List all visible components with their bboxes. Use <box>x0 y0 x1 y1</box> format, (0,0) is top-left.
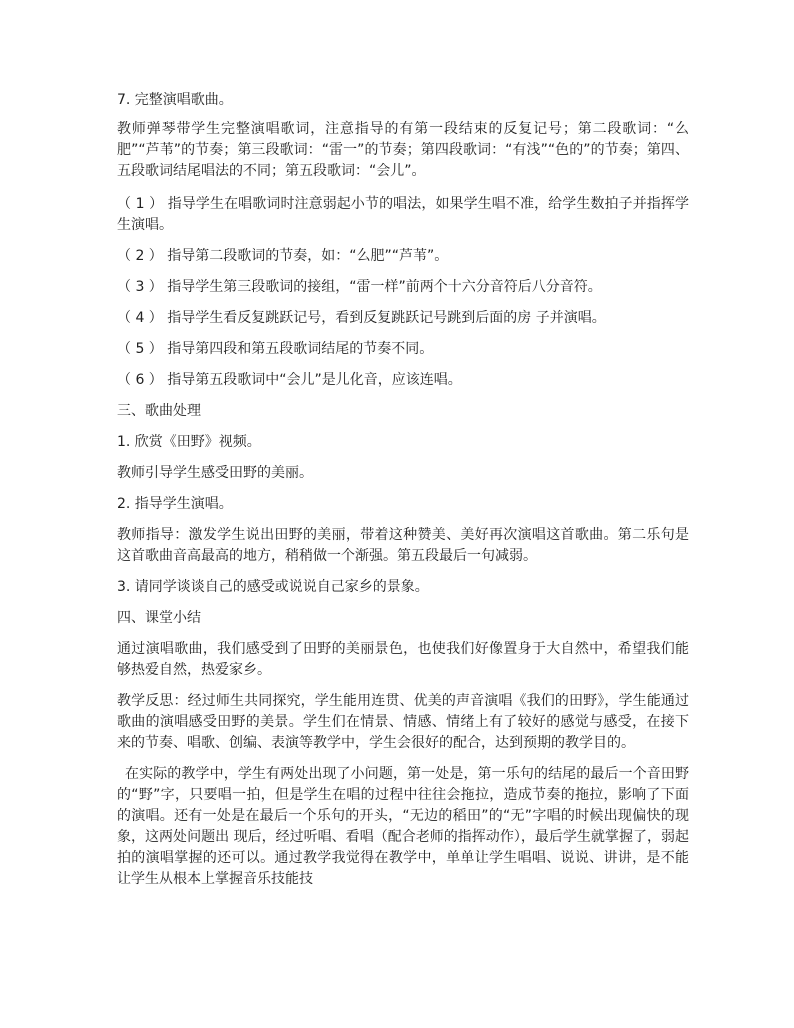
step-1-heading: 1. 欣赏《田野》视频。 <box>117 434 261 450</box>
list-item-1: （ 1 ） 指导学生在唱歌词时注意弱起小节的唱法，如果学生唱不准，给学生数拍子并指挥学生演唱。 <box>117 196 689 233</box>
step-3-heading: 3. 请同学谈谈自己的感受或说说自己家乡的景象。 <box>117 579 429 595</box>
section-heading-song-processing: 三、歌曲处理 <box>117 403 201 419</box>
step-1-paragraph: 教师引导学生感受田野的美丽。 <box>117 465 313 481</box>
paragraph-step-7-description: 教师弹琴带学生完整演唱歌词，注意指导的有第一段结束的反复记号；第二段歌词：“么肥”“芦苇”的节奏；第三段歌词：“雷一”的节奏；第四段歌词：“有浅”“色的”的节奏；第四、五段歌词结尾唱法的不同；第五段歌词：“会儿”。 <box>117 121 689 179</box>
reflection-paragraph: 教学反思：经过师生共同探究，学生能用连贯、优美的声音演唱《我们的田野》，学生能通过歌曲的演唱感受田野的美景。学生们在情景、情感、情绪上有了较好的感觉与感受，在接下来的节奏、唱歌、创编、表演等教学中，学生会很好的配合，达到预期的教学目的。 <box>117 693 689 751</box>
section-heading-summary: 四、课堂小结 <box>117 610 201 626</box>
step-2-heading: 2. 指导学生演唱。 <box>117 496 233 512</box>
step-2-paragraph: 教师指导：激发学生说出田野的美丽，带着这种赞美、美好再次演唱这首歌曲。第二乐句是这首歌曲音高最高的地方，稍稍做一个渐强。第五段最后一句减弱。 <box>117 527 689 564</box>
list-item-2: （ 2 ） 指导第二段歌词的节奏，如：“么肥”“芦苇”。 <box>117 248 449 264</box>
list-item-6: （ 6 ） 指导第五段歌词中“会儿”是儿化音，应该连唱。 <box>117 372 462 388</box>
practice-paragraph: 在实际的教学中，学生有两处出现了小问题，第一处是，第一乐句的结尾的最后一个音田野的“野”字，只要唱一拍，但是学生在唱的过程中往往会拖拉，造成节奏的拖拉，影响了下面的演唱。还有一处是在最后一个乐句的开头，“无边的稻田”的“无”字唱的时候出现偏快的现象，这两处问题出 现后，经过听唱、看唱（配合老师的指挥动作），最后学生就掌握了，弱起拍的演唱掌握的还可以。通过教学我觉得在教学中，单单让学生唱唱、说说、讲讲，是不能让学生从根本上掌握音乐技能技 <box>117 766 689 887</box>
document-body <box>117 90 689 890</box>
summary-paragraph: 通过演唱歌曲，我们感受到了田野的美丽景色，也使我们好像置身于大自然中，希望我们能够热爱自然，热爱家乡。 <box>117 641 689 678</box>
list-item-3: （ 3 ） 指导学生第三段歌词的接组，“雷一样”前两个十六分音符后八分音符。 <box>117 279 602 295</box>
list-item-4: （ 4 ） 指导学生看反复跳跃记号，看到反复跳跃记号跳到后面的房 子并演唱。 <box>117 310 606 326</box>
section-step-7: 7. 完整演唱歌曲。 <box>117 92 233 108</box>
list-item-5: （ 5 ） 指导第四段和第五段歌词结尾的节奏不同。 <box>117 341 434 357</box>
